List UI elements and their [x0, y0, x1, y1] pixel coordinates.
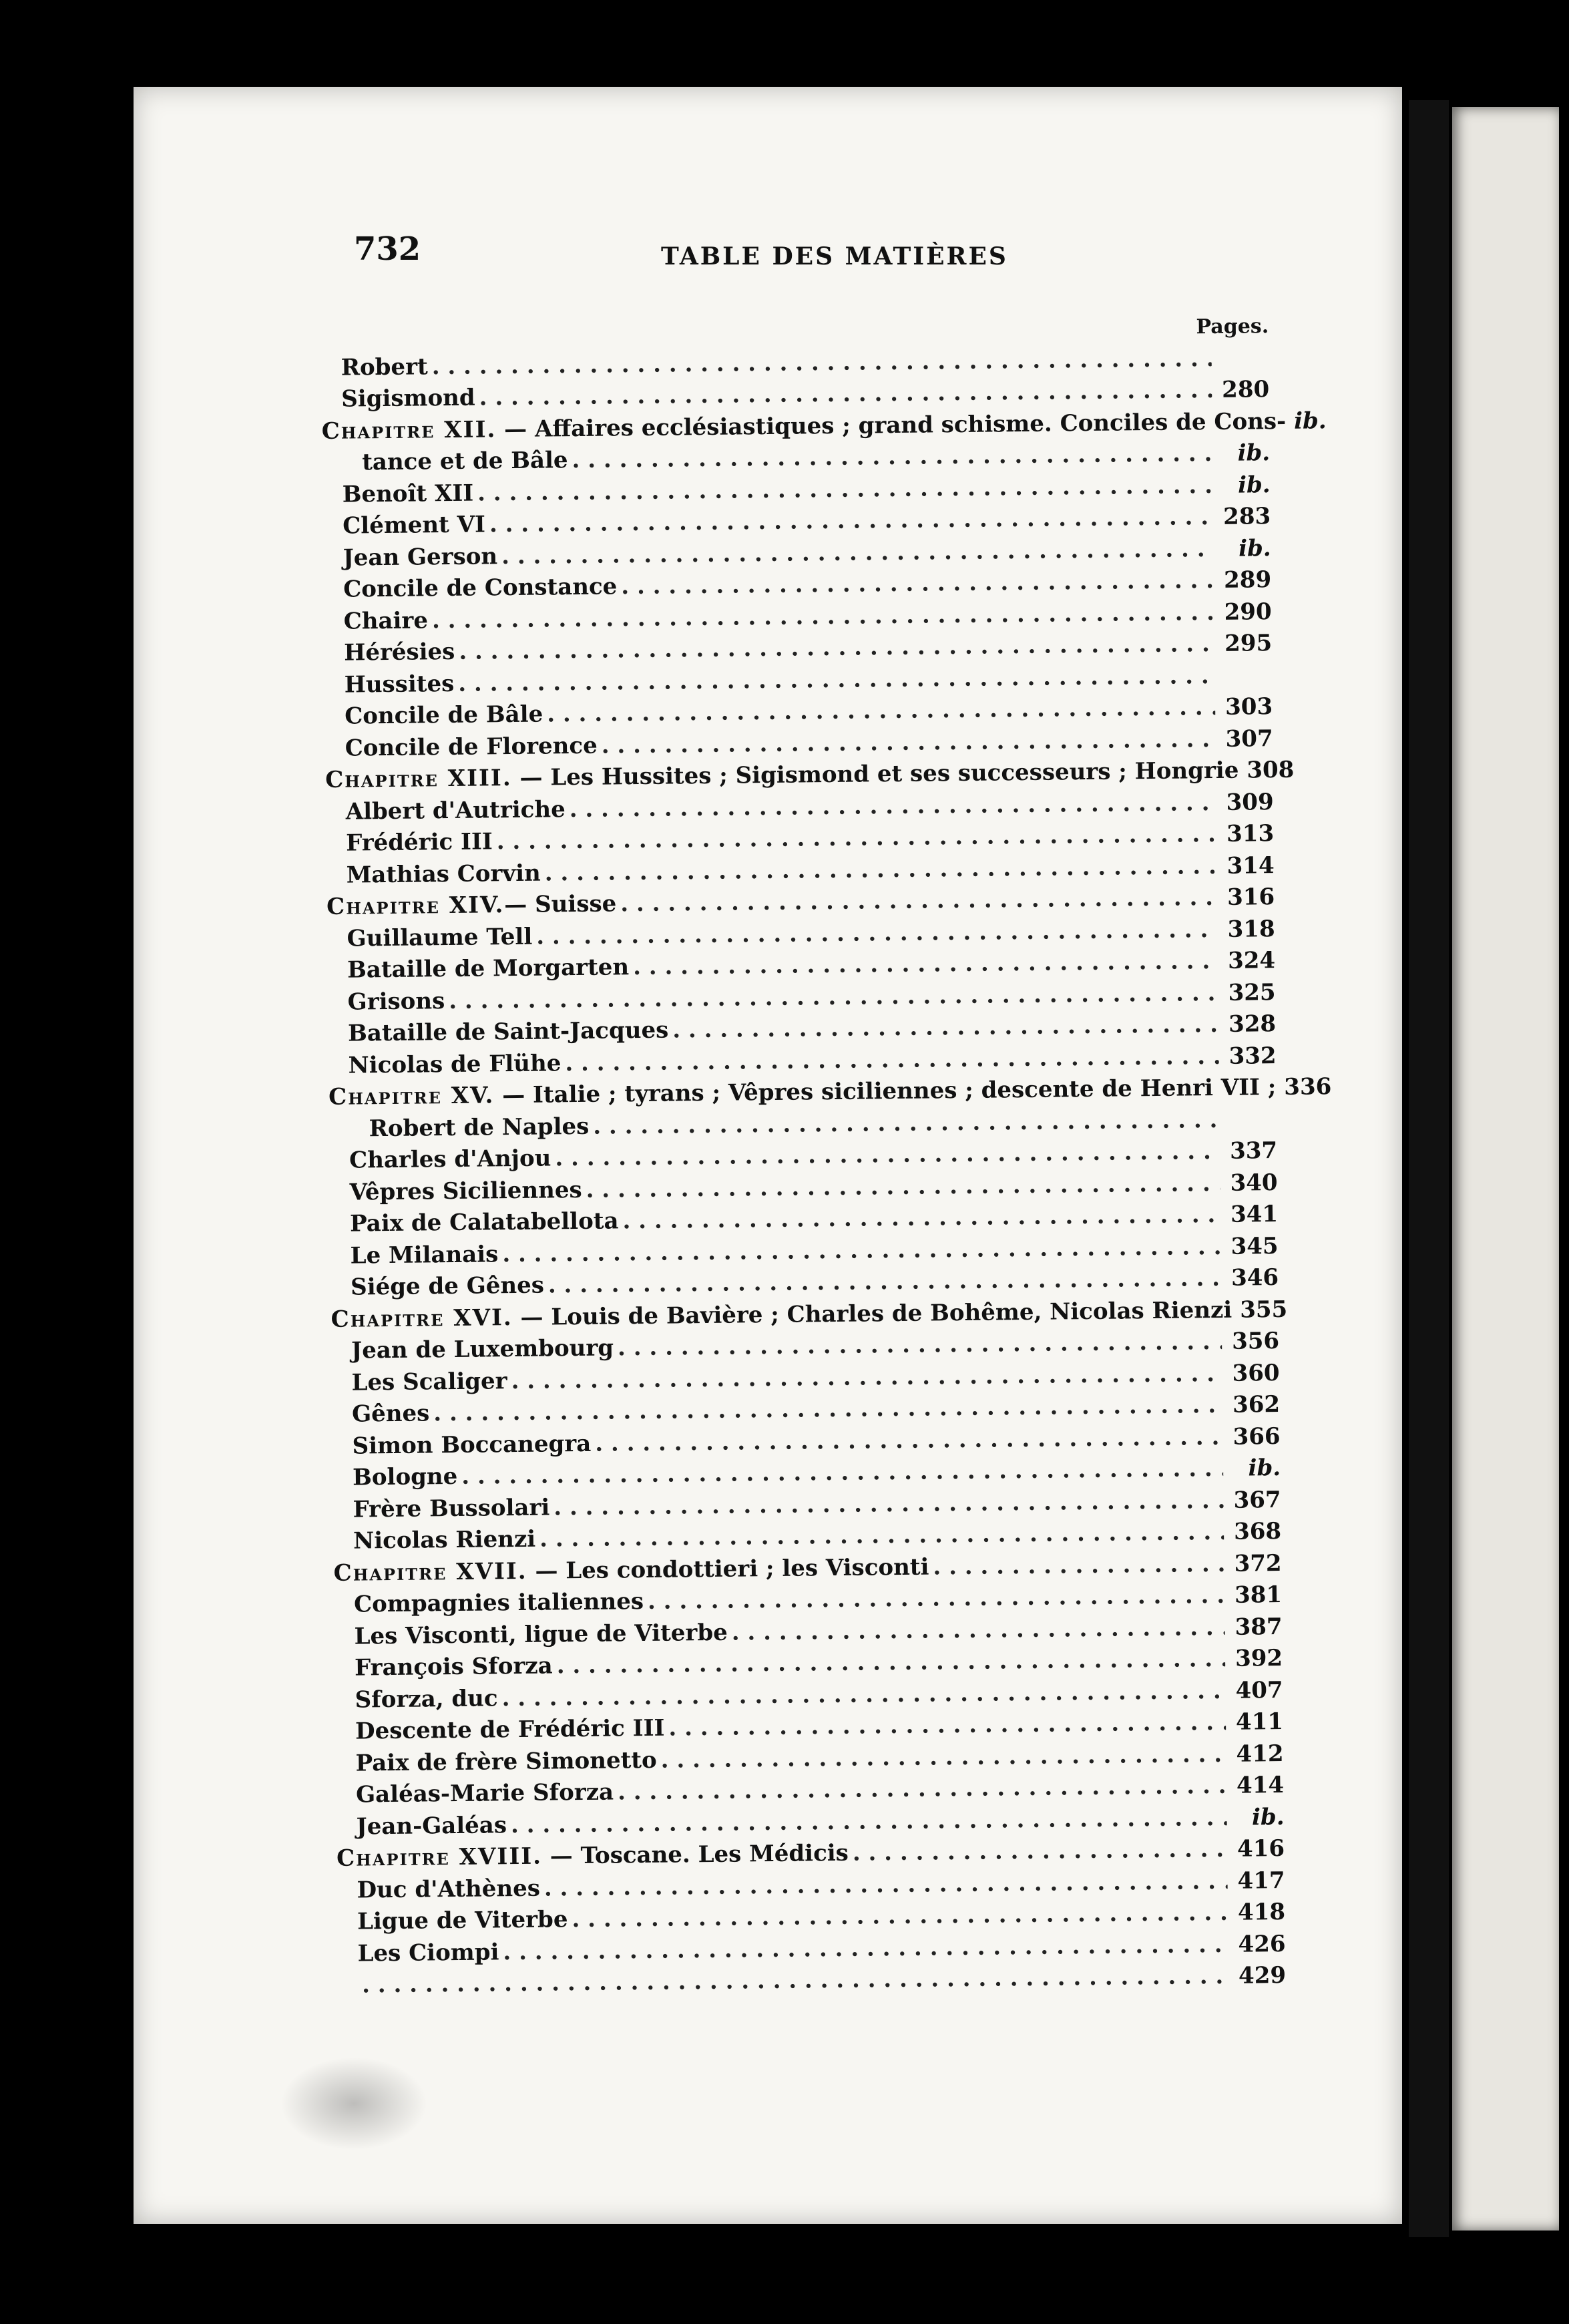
toc-entry-title: Jean-Galéas	[356, 1811, 507, 1841]
chapter-title: — Louis de Bavière ; Charles de Bohême, Nicolas Rienzi	[512, 1296, 1232, 1331]
toc-page-number: 337	[1229, 1137, 1278, 1165]
dot-leader	[732, 1611, 1225, 1648]
toc-page-number: 336	[1284, 1073, 1332, 1101]
pages-label: Pages.	[1196, 315, 1269, 339]
toc-page-number: 280	[1221, 376, 1270, 403]
toc-page-number: 308	[1247, 756, 1295, 784]
toc-page-number: 346	[1230, 1264, 1279, 1292]
toc-entry-title: Gênes	[351, 1400, 430, 1428]
toc-entry-title: tance et de Bâle	[362, 447, 568, 476]
page-number: 732	[354, 230, 421, 268]
toc-entry-title: Nicolas de Flühe	[348, 1049, 562, 1079]
chapter-label: Chapitre XVIII.	[336, 1843, 543, 1872]
toc-entry-title: Galéas-Marie Sforza	[355, 1778, 614, 1808]
toc-page-number: 411	[1235, 1708, 1284, 1736]
toc-page-number: 313	[1226, 820, 1275, 847]
toc-page-number	[1216, 365, 1269, 366]
toc-entry-title: Descente de Frédéric III	[355, 1714, 665, 1745]
toc-page-number: 414	[1236, 1772, 1285, 1799]
toc-entry-title	[337, 1838, 849, 1875]
toc-page-number: 381	[1234, 1581, 1283, 1609]
toc-entry-title: Concile de Constance	[343, 573, 618, 603]
chapter-label: Chapitre XII.	[321, 415, 497, 445]
toc-page-number: 355	[1240, 1296, 1288, 1324]
toc-page-number: 418	[1237, 1898, 1286, 1926]
toc-page-number: 362	[1232, 1391, 1281, 1418]
toc-page-number: 417	[1237, 1867, 1285, 1895]
toc-entry-title: Robert	[341, 353, 428, 381]
toc-entry-title: Paix de frère Simonetto	[355, 1746, 657, 1777]
toc-entry-title: Guillaume Tell	[347, 923, 533, 952]
toc-page-number: ib.	[1248, 1455, 1281, 1482]
toc-page-number: 314	[1226, 851, 1275, 880]
page-gutter	[1409, 100, 1449, 2237]
toc-entry-title: Concile de Florence	[345, 732, 598, 762]
toc-entry-title: François Sforza	[354, 1652, 553, 1682]
toc-page-number: 289	[1223, 566, 1272, 594]
toc-entry-title: Jean de Luxembourg	[351, 1334, 614, 1364]
toc-page-number: 328	[1228, 1010, 1277, 1038]
dot-leader	[933, 1548, 1224, 1583]
toc-entry-title: Duc d'Athènes	[357, 1875, 541, 1904]
table-of-contents	[320, 311, 1332, 2001]
chapter-label: Chapitre XIV.	[326, 892, 505, 920]
toc-page-number: 412	[1236, 1740, 1284, 1768]
chapter-title: — Italie ; tyrans ; Vêpres siciliennes ; descente de Henri VII ;	[494, 1074, 1277, 1109]
chapter-title: — Suisse	[504, 890, 617, 919]
toc-entry-title: Frédéric III	[345, 828, 493, 857]
toc-page-number: ib.	[1237, 471, 1271, 499]
page-header	[354, 230, 1342, 284]
toc-page-number: 290	[1224, 598, 1272, 626]
toc-page-number: 318	[1227, 915, 1275, 943]
running-head: TABLE DES MATIÈRES	[661, 242, 1008, 270]
chapter-title: — Les Hussites ; Sigismond et ses successeurs ; Hongrie	[511, 757, 1239, 792]
toc-entry-title: Ligue de Viterbe	[357, 1906, 568, 1935]
toc-entry-title: Grisons	[347, 987, 445, 1016]
toc-entry-title: Albert d'Autriche	[345, 795, 566, 825]
toc-entry-title: Concile de Bâle	[344, 701, 543, 730]
toc-entry-title: Simon Boccanegra	[352, 1430, 592, 1460]
toc-page-number: ib.	[1293, 407, 1327, 435]
toc-page-number: 316	[1226, 884, 1275, 911]
toc-entry-title: Vêpres Siciliennes	[349, 1176, 582, 1206]
toc-entry-title: Jean Gerson	[343, 542, 498, 572]
toc-page-number: 387	[1235, 1613, 1283, 1641]
paper-stain	[280, 2057, 427, 2150]
chapter-title: — Les condottieri ; les Visconti	[527, 1553, 929, 1585]
toc-page-number: 426	[1238, 1930, 1286, 1958]
toc-page-number: 340	[1230, 1169, 1278, 1197]
toc-entry-title: Bataille de Saint-Jacques	[347, 1016, 669, 1047]
toc-entry-title: Hussites	[344, 670, 455, 699]
chapter-label: Chapitre XIII.	[324, 765, 512, 793]
toc-entry-title: Mathias Corvin	[346, 859, 541, 889]
dot-leader	[672, 1009, 1218, 1046]
next-page-edge	[1452, 107, 1559, 2231]
dot-leader	[668, 1707, 1226, 1744]
toc-entry-title: Charles d'Anjou	[349, 1145, 551, 1174]
toc-page-number: 429	[1238, 1961, 1287, 1989]
toc-entry-title: Les Visconti, ligue de Viterbe	[354, 1619, 728, 1650]
toc-entry-title: Le Milanais	[350, 1240, 499, 1270]
toc-entry-title: Benoît XII	[342, 479, 474, 508]
toc-entry-title: Les Scaliger	[351, 1367, 507, 1396]
chapter-label: Chapitre XVII.	[333, 1557, 527, 1587]
toc-page-number: 309	[1226, 788, 1274, 816]
toc-entry-title: Hérésies	[344, 638, 455, 666]
toc-page-number: 341	[1230, 1201, 1279, 1228]
toc-page-number: 324	[1227, 947, 1276, 974]
toc-page-number: ib.	[1251, 1803, 1285, 1831]
toc-entry-title: Chaire	[343, 606, 429, 635]
toc-entry-title: Clément VI	[343, 511, 486, 540]
toc-entry-title: Bataille de Morgarten	[347, 954, 630, 984]
toc-page-number: 368	[1233, 1518, 1282, 1545]
chapter-label: Chapitre XVI.	[330, 1304, 513, 1333]
toc-entry-title	[326, 888, 617, 923]
toc-page-number: 372	[1234, 1549, 1282, 1577]
toc-page-number: 325	[1228, 978, 1276, 1006]
toc-page-number: 295	[1224, 630, 1273, 657]
toc-entry-title: Frère Bussolari	[353, 1494, 550, 1523]
chapter-title: — Affaires ecclésiastiques ; grand schisme. Conciles de Cons-	[496, 407, 1287, 443]
toc-page-number: 283	[1222, 503, 1271, 530]
toc-page-number: ib.	[1238, 534, 1271, 562]
toc-entry-title: Paix de Calatabellota	[349, 1207, 619, 1237]
toc-page-number: 356	[1231, 1328, 1280, 1355]
chapter-label: Chapitre XV.	[328, 1082, 495, 1111]
toc-page-number: 416	[1237, 1835, 1285, 1863]
toc-page-number: 392	[1235, 1645, 1283, 1672]
toc-entry-title: Compagnies italiennes	[353, 1588, 644, 1618]
toc-page-number: 367	[1233, 1486, 1281, 1514]
toc-entry-title: Bologne	[352, 1463, 458, 1491]
toc-page-number: 360	[1232, 1359, 1280, 1387]
toc-page-number: 303	[1224, 693, 1273, 721]
toc-page-number: 407	[1235, 1676, 1283, 1704]
toc-entry-title: Les Ciompi	[357, 1938, 499, 1967]
toc-page-number: 345	[1230, 1232, 1279, 1260]
toc-entry-title: Robert de Naples	[369, 1113, 590, 1142]
toc-page-number: 307	[1225, 725, 1273, 753]
toc-entry-title: Siége de Gênes	[350, 1272, 545, 1301]
toc-entry-title: Sigismond	[341, 384, 475, 413]
toc-page-number: 366	[1232, 1422, 1281, 1450]
toc-entry-title: Nicolas Rienzi	[353, 1525, 536, 1555]
toc-page-number: ib.	[1237, 439, 1271, 467]
toc-page-number: 332	[1228, 1042, 1277, 1070]
dot-leader	[853, 1834, 1228, 1869]
chapter-title: — Toscane. Les Médicis	[541, 1839, 849, 1870]
toc-entry-title: Sforza, duc	[355, 1684, 498, 1714]
